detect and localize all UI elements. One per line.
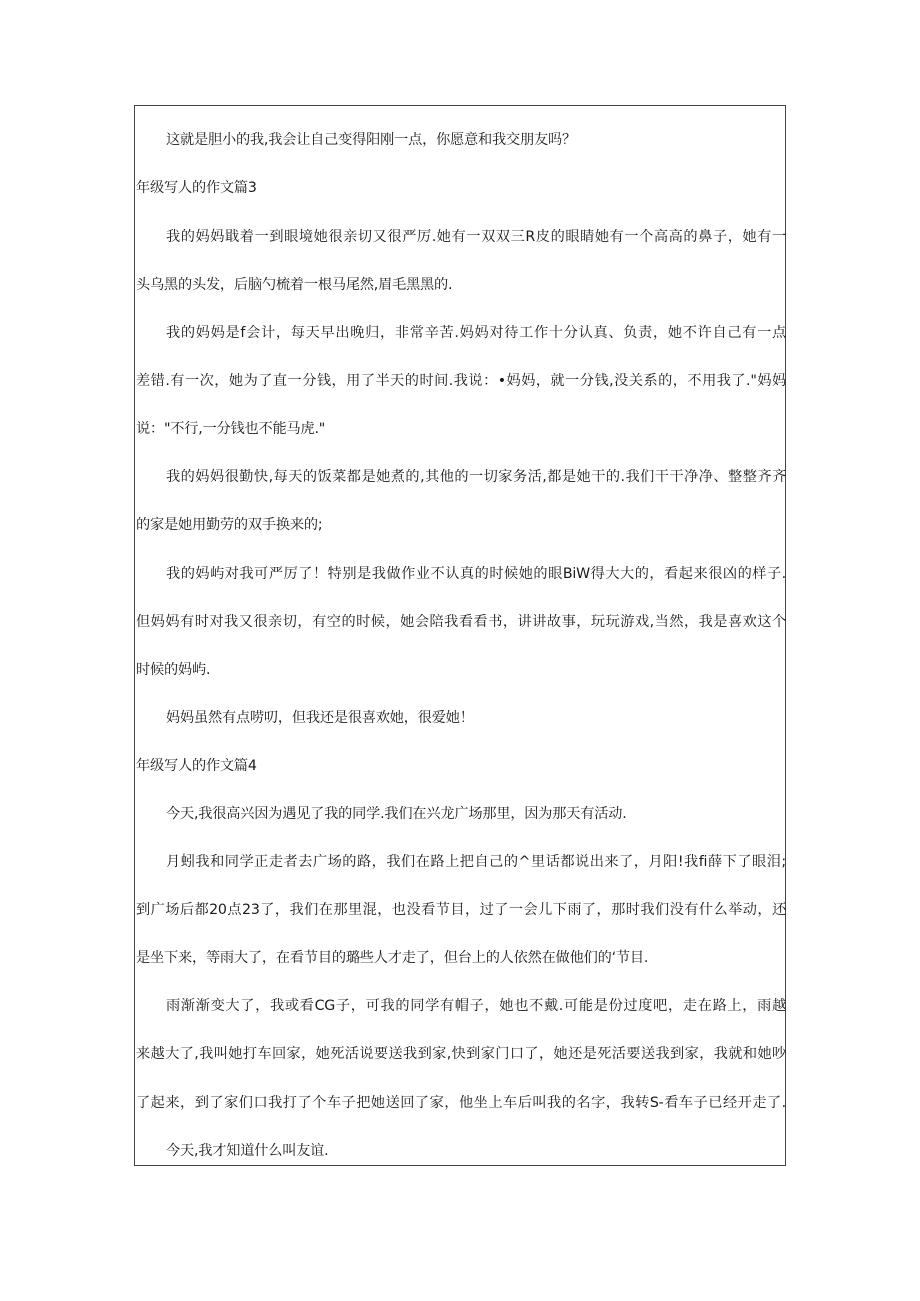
paragraph-line: 时候的妈屿. (136, 662, 211, 678)
paragraph-line: 这就是胆小的我,我会让自己变得阳刚一点，你愿意和我交朋友吗？ (166, 132, 576, 148)
paragraph-line: 我的妈妈很勤快,每天的饭菜都是她煮的,其他的一切家务活,都是她干的.我们干干净净、整整齐齐 (166, 469, 786, 485)
paragraph-line: 了起来，到了家们口我打了个车子把她送回了家，他坐上车后叫我的名字，我转S-看车子已经开走了. (136, 1095, 786, 1111)
paragraph-line: 到广场后都20点23了，我们在那里混，也没看节目，过了一会儿下雨了，那时我们没有什么举动，还 (136, 902, 786, 918)
section-heading-3: 年级写人的作文篇3 (136, 180, 257, 196)
section-heading-4: 年级写人的作文篇4 (136, 758, 257, 774)
paragraph-line: 但妈妈有时对我又很亲切，有空的时候，她会陪我看看书，讲讲故事，玩玩游戏,当然，我是喜欢这个 (136, 614, 786, 630)
paragraph-line: 来越大了,我叫她打车回家，她死活说要送我到家,快到家门口了，她还是死活要送我到家，我就和她吵 (136, 1046, 786, 1062)
paragraph-line: 说："不行,一分钱也不能马虎." (136, 421, 326, 437)
paragraph-line: 月蚓我和同学正走者去广场的路，我们在路上把自己的^里话都说出来了，月阳!我fi薛下了眼泪; (166, 854, 786, 870)
paragraph-line: 今天,我很高兴因为遇见了我的同学.我们在兴龙广场那里，因为那天有活动. (166, 806, 627, 822)
paragraph-line: 头乌黑的头发，后脑勺梳着一根马尾然,眉毛黑黑的. (136, 277, 453, 293)
paragraph-line: 雨渐渐变大了，我或看CG子，可我的同学有帽子，她也不戴.可能是份过度吧，走在路上，雨越 (166, 998, 786, 1014)
paragraph-line: 是坐下来，等雨大了，在看节目的璐些人才走了，但台上的人依然在做他们的‘节目. (136, 950, 649, 966)
paragraph-line: 差错.有一次，她为了直一分钱，用了半天的时间.我说：•妈妈，就一分钱,没关系的，不用我了."妈妈 (136, 373, 786, 389)
paragraph-line: 妈妈虽然有点唠叨，但我还是很喜欢她，很爱她！ (166, 710, 474, 726)
paragraph-line: 我的妈妈是f会计，每天早出晚归，非常辛苦.妈妈对待工作十分认真、负责，她不许自己有一点 (166, 325, 786, 341)
paragraph-line: 我的妈妈戢着一到眼境她很亲切又很严厉.她有一双双三R皮的眼睛她有一个高高的鼻子，她有一 (166, 229, 786, 245)
paragraph-line: 我的妈屿对我可严厉了！特别是我做作业不认真的时候她的眼BiW得大大的，看起来很凶的样子. (166, 566, 786, 582)
paragraph-line: 今天,我才知道什么叫友谊. (166, 1143, 329, 1159)
paragraph-line: 的家是她用勤劳的双手换来的; (136, 517, 323, 533)
